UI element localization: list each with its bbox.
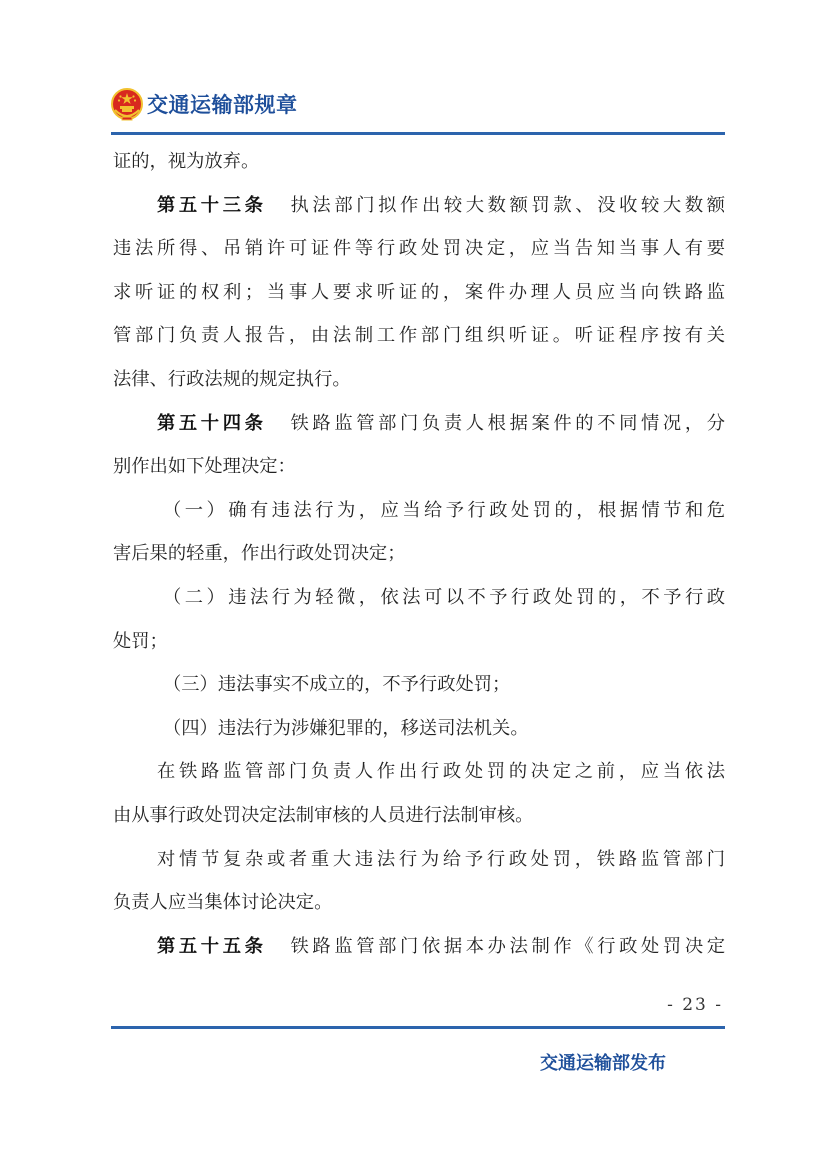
text-line: 对情节复杂或者重大违法行为给予行政处罚，铁路监管部门 [157,848,725,870]
header-title: 交通运输部规章 [147,93,298,117]
text-line: 铁路监管部门依据本办法制作《行政处罚决定 [290,935,726,957]
footer-publisher: 交通运输部发布 [540,1053,666,1074]
page-header [111,86,725,130]
text-line: （二）违法行为轻微，依法可以不予行政处罚的，不予行政 [163,586,725,608]
text-line: 负责人应当集体讨论决定。 [113,892,333,914]
text-line: （一）确有违法行为，应当给予行政处罚的，根据情节和危 [163,499,725,521]
text-line: 管部门负责人报告，由法制工作部门组织听证。听证程序按有关 [113,325,725,347]
text-line: 执法部门拟作出较大数额罚款、没收较大数额 [290,194,726,216]
article-55-line [113,925,725,969]
text-line: 在铁路监管部门负责人作出行政处罚的决定之前，应当依法 [157,761,725,783]
text-line: 法律、行政法规的规定执行。 [113,368,351,390]
article-53-line [113,184,725,228]
text-line: 由从事行政处罚决定法制审核的人员进行法制审核。 [113,804,534,826]
text-line: （三）违法事实不成立的，不予行政处罚； [163,674,511,696]
text-line: （四）违法行为涉嫌犯罪的，移送司法机关。 [163,717,529,739]
text-line: 处罚； [113,630,168,652]
text-line: 求听证的权利；当事人要求听证的，案件办理人员应当向铁路监 [113,281,725,303]
national-emblem-icon [111,88,143,122]
text-line: 证的，视为放弃。 [113,151,260,172]
page-number: - 23 - [667,995,723,1015]
article-55-label: 第五十五条 [157,935,267,957]
header-divider [111,132,725,135]
text-line: 违法所得、吊销许可证件等行政处罚决定，应当告知当事人有要 [113,238,725,260]
footer-divider [111,1026,725,1029]
article-53-label: 第五十三条 [157,194,267,216]
document-body [113,140,725,968]
text-line: 别作出如下处理决定： [113,456,296,478]
article-54-label: 第五十四条 [157,412,267,434]
article-54-line [113,402,725,446]
text-line: 铁路监管部门负责人根据案件的不同情况，分 [290,412,726,434]
text-line: 害后果的轻重，作出行政处罚决定； [113,543,406,565]
